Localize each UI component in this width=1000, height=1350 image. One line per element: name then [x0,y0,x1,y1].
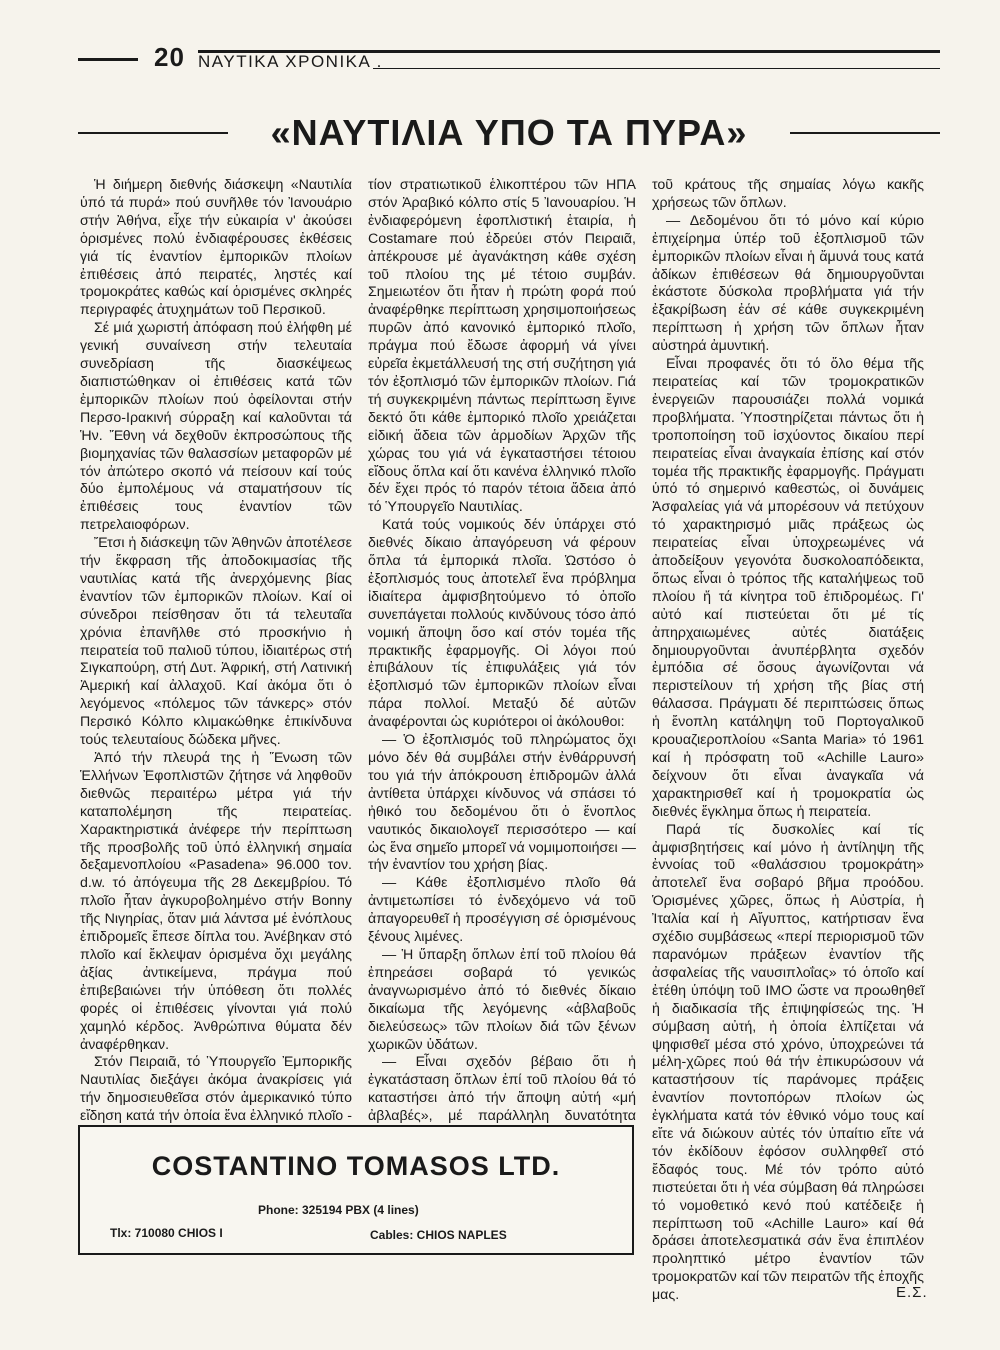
advertisement-box [78,1125,634,1255]
article-column-3 [652,177,924,1305]
paragraph: Στόν Πειραιᾶ, τό Ὑπουργεῖο Ἐμπορικῆς Ναυτιλίας διεξάγει ἀκόμα ἀνακρίσεις γιά τήν δημοσιευθεῖσα στόν ἀμερικανικό τύπο εἴδηση κατά τήν ὁποία ἕνα ἑλληνικό πλοῖο - [80,1054,352,1125]
article-title-row [78,110,940,160]
paragraph: — Εἶναι σχεδόν βέβαιο ὅτι ἡ ἐγκατάσταση ὅπλων ἐπί τοῦ πλοίου θά τό καταστήσει ἀπό τήν ἄποψη αὐτή «μή ἀβλαβές», μέ παράλληλη δυνατότητα [368,1054,636,1125]
publication-name: ΝΑΥΤΙΚΑ ΧΡΟΝΙΚΑ . [198,52,383,71]
paragraph: τοῦ κράτους τῆς σημαίας λόγω κακῆς χρήσεως τῶν ὅπλων. [652,177,924,211]
header-rule-left [78,58,138,61]
article-title: «ΝΑΥΤΙΛΙΑ ΥΠΟ ΤΑ ΠΥΡΑ» [270,112,748,153]
title-rule-left [78,132,228,134]
page-number: 20 [154,42,185,72]
page-header [78,40,940,76]
paragraph: — Κάθε ἐξοπλισμένο πλοῖο θά ἀντιμετωπίσει τό ἐνδεχόμενο νά τοῦ ἀπαγορευθεῖ ἡ προσέγγιση σέ ὁρισμένους ξένους λιμένες. [368,875,636,946]
paragraph: Παρά τίς δυσκολίες καί τίς ἀμφισβητήσεις καί μόνο ἡ ἀντίληψη τῆς ἐννοίας τοῦ «θαλάσσιου τρομοκράτη» ἀποτελεῖ ἕνα σοβαρό βῆμα προόδου. Ὁρισμένες χῶρες, ὅπως ἡ Αὐστρία, ἡ Ἰταλία καί ἡ Αἴγυπτος, κατήρτισαν ἕνα σχέδιο συμβάσεως «περί περιορισμοῦ τῶν παρανόμων πράξεων ἐναντίον τῆς ἀσφαλείας τῆς ναυσιπλοΐας» τό ὁποῖο καί ἐτέθη ὑπόψη τοῦ ΙΜΟ ὥστε να προωθηθεῖ ἡ διαδικασία τῆς ἐπιψηφίσεώς της. Ἡ σύμβαση αὐτή, ἡ ὁποία ἐλπίζεται νά ψηφισθεῖ μέσα στό χρόνο, ὑποχρεώνει τά μέλη-χῶρες πού θά τήν ἐπικυρώσουν νά καταστήσουν τίς παράνομες πράξεις ἐναντίον ποντοπόρων πλοίων ὡς ἐγκλήματα κατά τόν ἐθνικό νόμο τους καί εἴτε νά διώκουν αὐτές τόν ὑπαίτιο εἴτε νά τόν ἐκδίδουν ἐφόσον συλληφθεῖ στό ἔδαφός τους. Μέ τόν τρόπο αὐτό πιστεύεται ὅτι ἡ νέα σύμβαση θά πληρώσει τό νομοθετικό κενό πού κατέδειξε ἡ περίπτωση τοῦ «Achille Lauro» καί θά δράσει ἀποτελεσματικά σάν ἕνα ἐπιπλέον προληπτικό μέτρο ἐναντίον τῶν τρομοκρατῶν καί τῶν πειρατῶν τῆς ἐποχῆς μας. [652,821,924,1304]
article-column-2 [368,177,636,1144]
paragraph: Ἀπό τήν πλευρά της ἡ Ἕνωση τῶν Ἑλλήνων Ἐφοπλιστῶν ζήτησε νά ληφθοῦν διεθνῶς περαιτέρω μέτρα γιά τήν καταπολέμηση τῆς πειρατείας. Χαρακτηριστικά ἀνέφερε τήν περίπτωση τῆς προσβολῆς τοῦ ὑπό ἑλληνική σημαία δεξαμενοπλοίου «Pasadena» 96.000 τον. d.w. τό ἀπόγευμα τῆς 28 Δεκεμβρίου. Τό πλοῖο ἦταν ἀγκυροβολημένο στήν Bonny τῆς Νιγηρίας, ὅταν μιά λάντσα μέ ἐνόπλους ἐπιδρομεῖς ἔπεσε δίπλα του. Ἀνέβηκαν στό πλοῖο καί ἔκλεψαν ὁρισμένα ὄχι μεγάλης ἀξίας ἀντικείμενα, πράγμα πού ἐπιβεβαιώνει τήν ὑπόθεση ὅτι πολλές φορές οἱ ἐπιθέσεις γίνονται γιά πολύ χαμηλό κέρδος. Ἀνθρώπινα θύματα δέν ἀναφέρθηκαν. [80,750,352,1053]
paragraph: Ἡ διήμερη διεθνής διάσκεψη «Ναυτιλία ὑπό τά πυρά» πού συνῆλθε τόν Ἰανουάριο στήν Ἀθήνα, εἶχε τήν εὐκαιρία ν' ἀκούσει ὁρισμένες πολύ ἐνδιαφέρουσες ἐκθέσεις γιά τίς ἐναντίον ἐμπορικῶν πλοίων ἐπιθέσεις ἀπό πειρατές, ληστές καί τρομοκράτες καθώς καί ὁρισμένες σκληρές περιγραφές ἀτυχημάτων τοῦ Περσικοῦ. [80,177,352,319]
paragraph: Σέ μιά χωριστή ἀπόφαση πού ἐλήφθη μέ γενική συναίνεση στήν τελευταία συνεδρίαση τῆς διασκέψεως διαπιστώθηκαν οἱ ἐπιθέσεις κατά τῶν ἐμπορικῶν πλοίων πού ὀφείλονται στήν Περσο-Ιρακινή σύρραξη καί καλοῦνται τά Ἡν. Ἔθνη νά δεχθοῦν ἐκπροσώπους τῆς βιομηχανίας τῶν θαλασσίων μεταφορῶν μέ τόν ἀπώτερο σκοπό νά πείσουν καί τούς δύο ἐμπολέμους νά σταματήσουν τίς ἐπιθέσεις τους ἐναντίον τῶν πετρελαιοφόρων. [80,320,352,534]
paragraph: Ἔτσι ἡ διάσκεψη τῶν Ἀθηνῶν ἀποτέλεσε τήν ἔκφραση τῆς ἀποδοκιμασίας τῆς ναυτιλίας κατά τῆς ἀνερχόμενης βίας ἐναντίον τῶν ἐμπορικῶν πλοίων. Καί οἱ σύνεδροι πείσθησαν ὅτι τά τελευταῖα χρόνια ἐπανῆλθε στό προσκήνιο ἡ πειρατεία τοῦ παλιοῦ τύπου, ἰδιαιτέρως στή Σιγκαπούρη, στή Δυτ. Ἀφρική, στή Λατινική Ἀμερική καί ἀλλαχοῦ. Καί ἀκόμα ὅτι ὁ λεγόμενος «πόλεμος τῶν τάνκερς» στόν Περσικό Κόλπο κλιμακώθηκε ἐπικίνδυνα τούς τελευταίους δώδεκα μῆνες. [80,535,352,749]
ad-company-name: COSTANTINO TOMASOS LTD. [151,1151,561,1181]
ad-cables: Cables: CHIOS NAPLES [370,1228,507,1242]
paragraph: — Ἡ ὕπαρξη ὅπλων ἐπί τοῦ πλοίου θά ἐπηρεάσει σοβαρά τό γενικώς ἀναγνωρισμένο ἀπό τό διεθνές δίκαιο δικαίωμα τῆς λεγόμενης «ἀβλαβοῦς διελεύσεως» τῶν πλοίων διά τῶν ξένων χωρικῶν ὑδάτων. [368,946,636,1053]
paragraph: — Ὁ ἐξοπλισμός τοῦ πληρώματος ὄχι μόνο δέν θά συμβάλει στήν ἐνθάρρυνσή του γιά τήν ἀπόκρουση ἐπιδρομῶν ἀλλά ἀντίθετα ὑπάρχει κίνδυνος νά σπάσει τό ἠθικό του δεδομένου ὅτι ὁ ἔνοπλος ναυτικός δικαιολογεῖ περισσότερο — καί ὡς ἕνα σημεῖο μπορεῖ νά νομιμοποιήσει — τήν ἐναντίον του χρήση βίας. [368,732,636,874]
paragraph: Εἶναι προφανές ὅτι τό ὅλο θέμα τῆς πειρατείας καί τῶν τρομοκρατικῶν ἐνεργειῶν παρουσιάζει πολλά νομικά προβλήματα. Ὑποστηρίζεται πάντως ὅτι ἡ τροποποίηση τοῦ ἰσχύοντος δικαίου περί πειρατείας εἶναι ἀναγκαία ἐπίσης καί στόν τομέα τῆς πρακτικῆς ἐφαρμογῆς. Πράγματι ὑπό τό σημερινό καθεστώς, οἱ δυνάμεις Ἀσφαλείας γιά νά μπορέσουν νά πετύχουν τό χαρακτηρισμό μιᾶς πράξεως ὡς πειρατείας εἶναι ὑποχρεωμένες νά ἀποδείξουν γεγονότα δυσκολοαπόδεικτα, ὅπως εἶναι ὁ τρόπος τῆς καταλήψεως τοῦ πλοίου ἤ τά κίνητρα τοῦ ἐπιδρομέως. Γι' αὐτό καί πιστεύεται ὅτι μέ τίς ἀπηρχαιωμένες αὐτές διατάξεις δημιουργοῦνται ἀνυπέρβλητα σχεδόν ἐμπόδια σέ ὅσους ἀγωνίζονται νά περιστείλουν τή χρήση τῆς βίας στή θάλασσα. Πράγματι δέ περιπτώσεις ὅπως ἡ ἔνοπλη κατάληψη τοῦ Πορτογαλικοῦ κρουαζιεροπλοίου «Santa Maria» τό 1961 καί ἡ πρόσφατη τοῦ «Achille Lauro» δείχνουν ὅτι εἶναι ἀναγκαῖα νά χαρακτηρισθεῖ καί ἡ τρομοκρατία ὡς διεθνές ἔγκλημα ὅπως ἡ πειρατεία. [652,356,924,820]
header-rule-bottom [373,68,940,69]
paragraph: τίον στρατιωτικοῦ ἑλικοπτέρου τῶν ΗΠΑ στόν Ἀραβικό κόλπο στίς 5 Ἰανουαρίου. Ἡ ἐνδιαφερόμενη ἐφοπλιστική ἑταιρία, ἡ Costamare πού ἑδρεύει στόν Πειραιᾶ, ἀπέκρουσε μέ ἀγανάκτηση κάθε σχέση τοῦ πλοίου της μέ τέτοιο συμβάν. Σημειωτέον ὅτι ἦταν ἡ πρώτη φορά πού ἀναφέρθηκε περίπτωση χρησιμοποιήσεως πυρῶν ἀπό κανονικό ἐμπορικό πλοῖο, πράγμα πού ἔδωσε ἀφορμή νά γίνει εὐρεῖα ἐκμετάλλευσή της στή συζήτηση γιά τόν ἐξοπλισμό τῶν ἐμπορικῶν πλοίων. Γιά τή συγκεκριμένη πάντως περίπτωση ἔγινε δεκτό ὅτι κάθε ἐμπορικό πλοῖο χρειάζεται εἰδική ἄδεια τῶν ἁρμοδίων Ἀρχῶν τῆς χώρας του γιά νά ἐγκαταστήσει τέτοιου εἴδους ὅπλα καί ὅτι κανένα ἑλληνικό πλοῖο δέν ἔχει πρός τό παρόν τέτοια ἄδεια ἀπό τό Ὑπουργεῖο Ναυτιλίας. [368,177,636,516]
article-column-1 [80,177,352,1144]
title-rule-right [790,132,940,134]
ad-phone: Phone: 325194 PBX (4 lines) [258,1203,419,1217]
paragraph: Κατά τούς νομικούς δέν ὑπάρχει στό διεθνές δίκαιο ἀπαγόρευση νά φέρουν ὅπλα τά ἐμπορικά πλοῖα. Ὡστόσο ὁ ἐξοπλισμός τους ἀποτελεῖ ἕνα πρόβλημα ἰδιαίτερα ἀμφισβητούμενο τό ὁποῖο συνεπάγεται πολλούς κινδύνους τόσο ἀπό νομική ἄποψη ὅσο καί στόν τομέα τῆς πρακτικῆς ἐφαρμογῆς. Οἱ λόγοι πού ἐπιβάλουν τίς ἐπιφυλάξεις γιά τόν ἐξοπλισμό τῶν ἐμπορικῶν πλοίων εἶναι πάρα πολλοί. Μεταξύ δέ αὐτῶν ἀναφέρονται ὡς κυριότεροι οἱ ἀκόλουθοι: [368,517,636,731]
author-signature: Ε.Σ. [896,1284,928,1301]
paragraph: — Δεδομένου ὅτι τό μόνο καί κύριο ἐπιχείρημα ὑπέρ τοῦ ἐξοπλισμοῦ τῶν ἐμπορικῶν πλοίων εἶναι ἡ ἄμυνά τους κατά ἀδίκων ἐπιθέσεων θά δημιουργοῦνται ἑκάστοτε δύσκολα προβλήματα γιά τήν ἐξακρίβωση ἐάν σέ κάθε συγκεκριμένη περίπτωση ἡ χρήση τῶν ὅπλων ἦταν αὐστηρά ἀμυντική. [652,212,924,355]
ad-telex: Tlx: 710080 CHIOS I [110,1226,223,1240]
